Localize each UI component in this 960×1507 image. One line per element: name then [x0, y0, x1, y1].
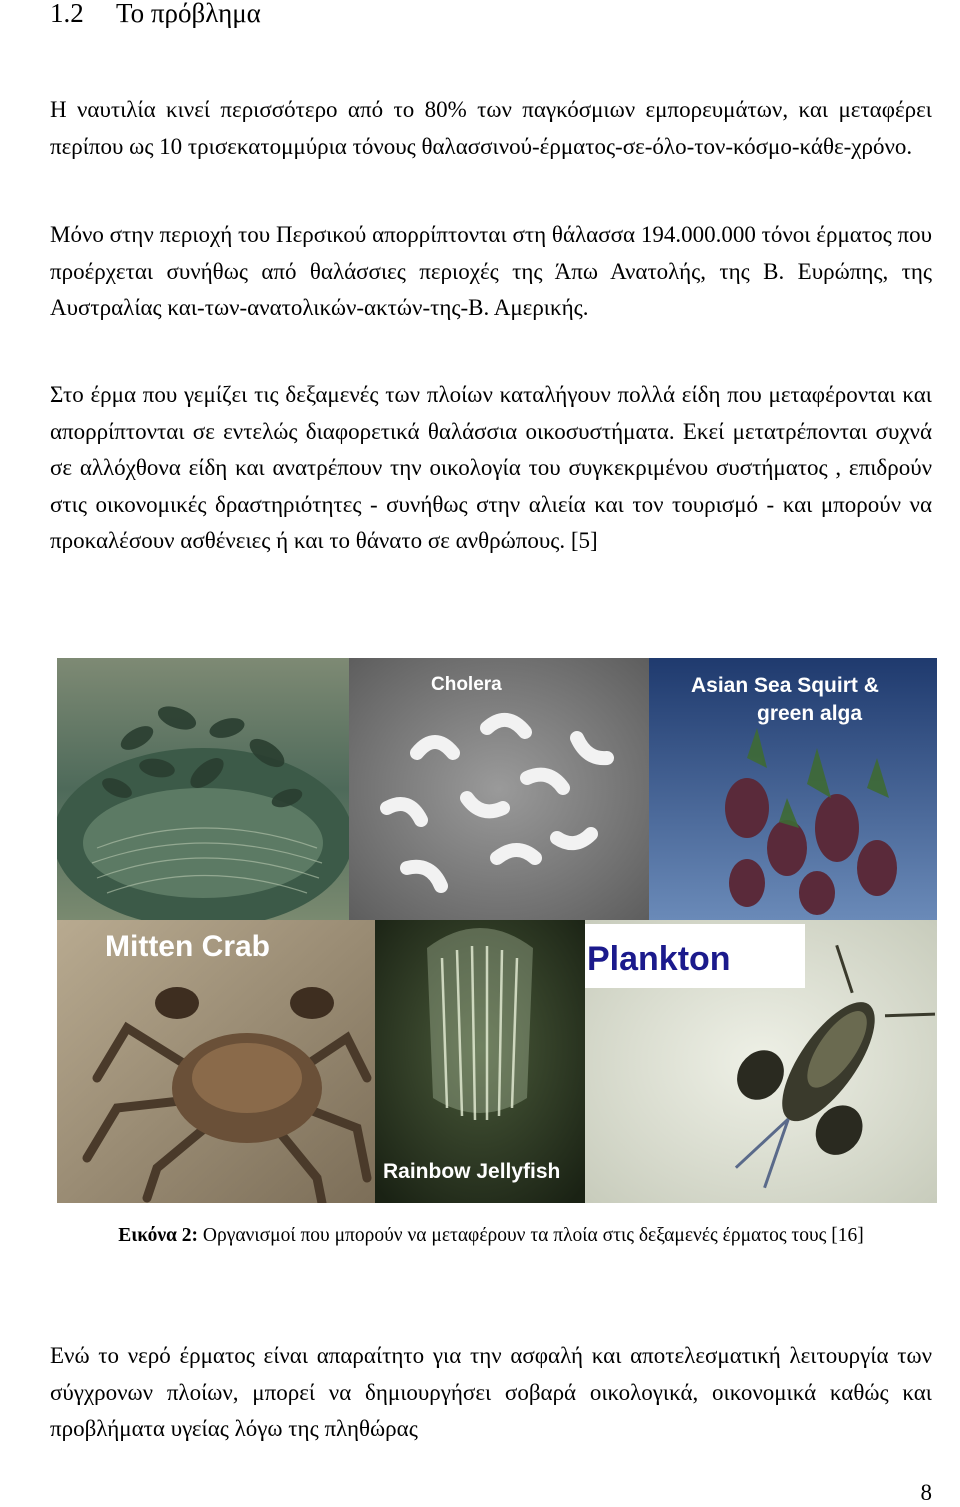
page-number: 8 — [920, 1480, 932, 1505]
sea-squirt-photo — [649, 658, 937, 920]
crab-label: Mitten Crab — [105, 930, 270, 963]
section-heading — [50, 0, 261, 30]
jellyfish-label: Rainbow Jellyfish — [383, 1160, 561, 1183]
mussel-photo — [57, 658, 353, 928]
plankton-label: Plankton — [587, 940, 731, 978]
paragraph-persian-gulf: Μόνο στην περιοχή του Περσικού απορρίπτονται στη θάλασσα 194.000.000 τόνοι έρματος που προέρχεται συνήθως από θαλάσσιες περιοχές της Άπω Ανατολής, της Β. Ευρώπης, της Αυστραλίας και-των-ανατολικών-ακτών-της-Β. Αμερικής. — [50, 222, 932, 321]
cholera-label: Cholera — [431, 674, 502, 695]
section-number: 1.2 — [50, 0, 84, 28]
jellyfish-photo — [375, 920, 585, 1203]
paragraph-shipping: Η ναυτιλία κινεί περισσότερο από το 80% των παγκόσμιων εμπορευμάτων, και μεταφέρει περίπου ως 10 τρισεκατομμύρια τόνους θαλασσινού-έρματος-σε-όλο-τον-κόσμο-κάθε-χρόνο. — [50, 97, 932, 159]
cholera-photo — [349, 658, 649, 920]
section-title: Το πρόβλημα — [116, 0, 261, 28]
squirt-label-line2: green alga — [757, 702, 863, 725]
organisms-figure — [57, 658, 937, 1203]
paragraph-ballast-species: Στο έρμα που γεμίζει τις δεξαμενές των πλοίων καταλήγουν πολλά είδη που μεταφέρονται και απορρίπτονται σε εντελώς διαφορετικά θαλάσσια οικοσυστήματα. Εκεί μετατρέπονται συχνά σε αλλόχθονα είδη και ανατρέπουν την οικολογία του συγκεκριμένου συστήματος , επιδρούν στις οικονομικές δραστηριότητες - συνήθως στην αλιεία και τον τουρισμό - και μπορούν να προκαλέσουν ασθένειες ή και το θάνατο σε ανθρώπους. [5] — [50, 382, 932, 554]
caption-text: Οργανισμοί που μπορούν να μεταφέρουν τα πλοία στις δεξαμενές έρματος τους [16] — [202, 1225, 864, 1246]
squirt-label-line1: Asian Sea Squirt & — [691, 674, 879, 697]
crab-photo — [57, 920, 375, 1203]
figure-caption — [50, 1222, 932, 1250]
caption-label: Εικόνα 2: — [118, 1225, 199, 1246]
paragraph-ballast-necessity: Ενώ το νερό έρματος είναι απαραίτητο για την ασφαλή και αποτελεσματική λειτουργία των σύγχρονων πλοίων, μπορεί να δημιουργήσει σοβαρά οικολογικά, οικονομικά καθώς και προβλήματα υγείας λόγω της πληθώρας — [50, 1343, 932, 1442]
plankton-photo — [585, 920, 937, 1203]
